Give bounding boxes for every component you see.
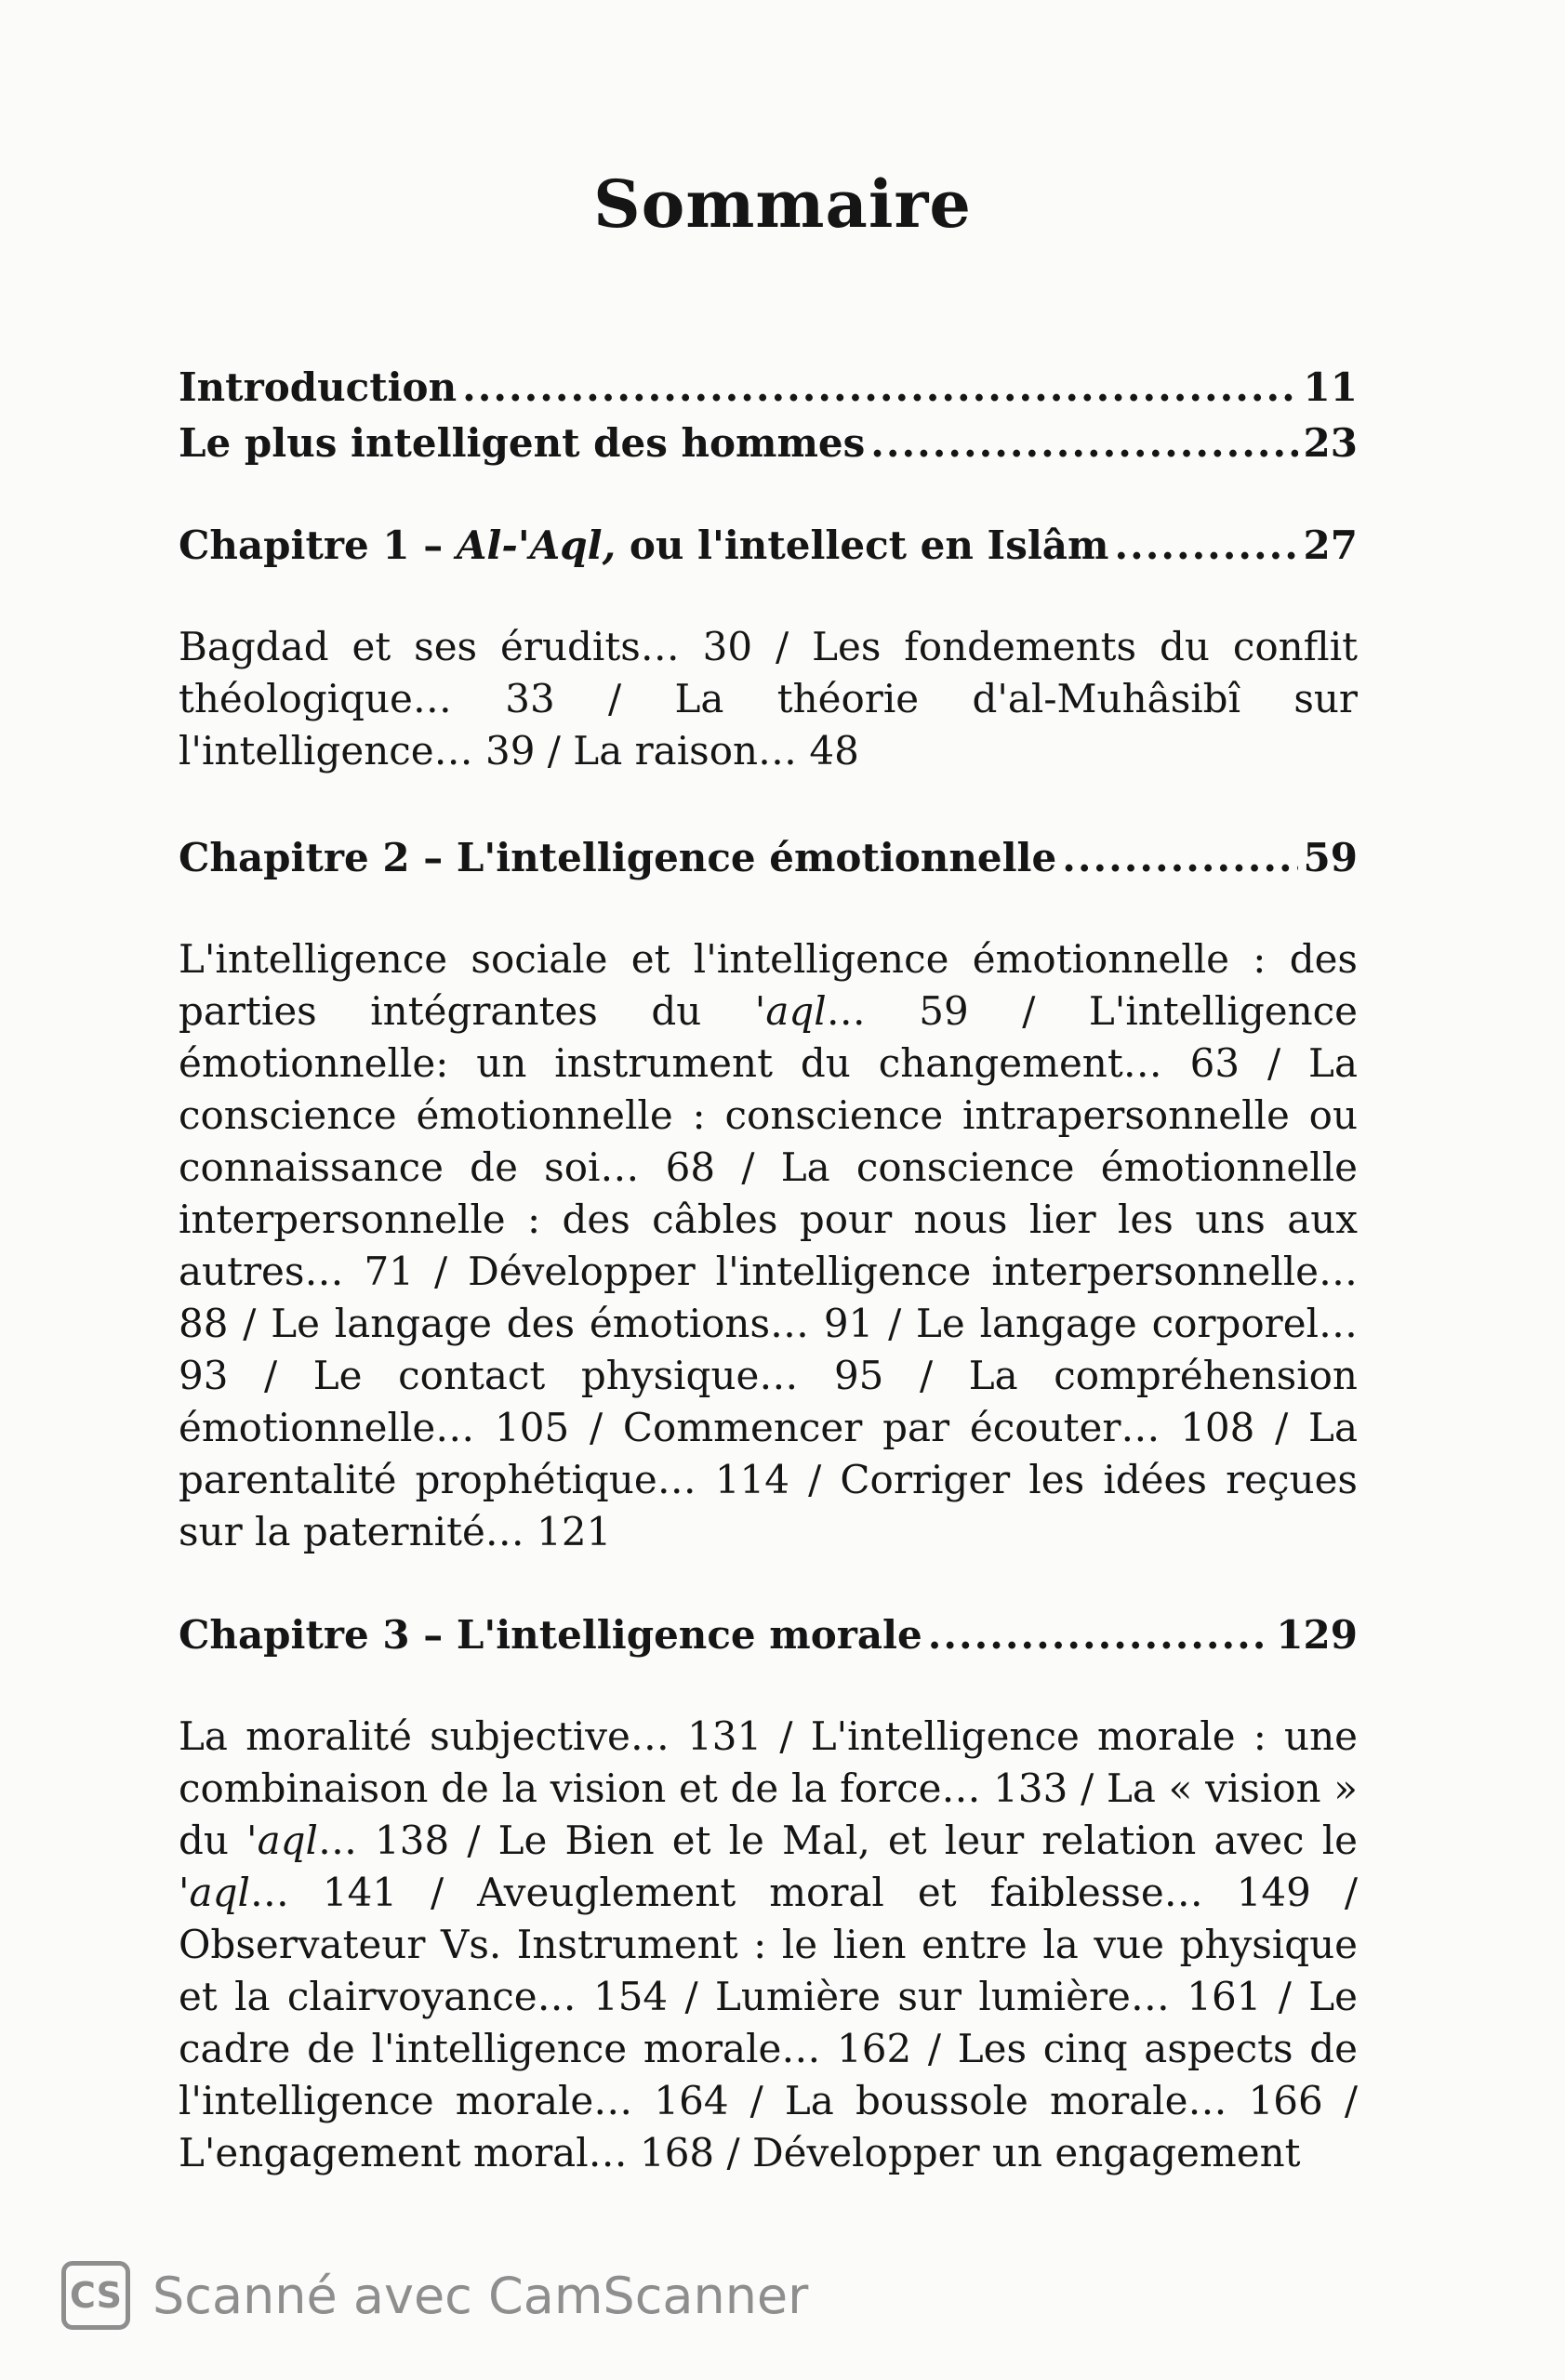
toc-entry-page: 59: [1303, 835, 1358, 880]
toc-entry-introduction: [179, 364, 1358, 410]
toc-entry-page: 23: [1303, 420, 1358, 466]
toc-entry-plus-intelligent: [179, 420, 1358, 466]
dot-leader: [462, 364, 1297, 410]
toc-entry-label: Chapitre 2 – L'intelligence émotionnelle: [179, 835, 1057, 880]
label-italic: Al-'Aql,: [456, 522, 617, 568]
toc-entry-label: [179, 522, 1108, 568]
camscanner-logo-icon: CS: [61, 2261, 130, 2330]
watermark-caption: Scanné avec CamScanner: [153, 2266, 809, 2325]
chapter-2-sections: [179, 933, 1358, 1558]
toc-entry-label: Introduction: [179, 364, 458, 410]
toc-entry-chapitre-1: [179, 522, 1358, 568]
toc-entry-chapitre-3: [179, 1612, 1358, 1658]
toc-entry-page: 27: [1303, 522, 1358, 568]
label-prefix: Chapitre 1 –: [179, 522, 457, 568]
text-italic: 'aql: [754, 988, 827, 1034]
toc-entry-page: 129: [1276, 1612, 1358, 1658]
text-run: … 141 / Aveuglement moral et faiblesse… 149 / Observateur Vs. Instrument : le lien entre la vue physique et la clairvoyance… 154 / Lumière sur lumière… 161 / Le cadre de l'intelligence morale… 162 / Les cinq aspects de l'intelligence morale… 164 / La boussole morale… 166 / L'engagement moral… 168 / Développer un engagement: [179, 1870, 1358, 2175]
text-italic: 'aql: [246, 1818, 318, 1863]
dot-leader: [928, 1612, 1271, 1658]
label-suffix: ou l'intellect en Islâm: [616, 522, 1109, 568]
toc-entry-chapitre-2: [179, 835, 1358, 880]
text-run: La moralité subjective… 131 / L'intelligence morale : une combinaison de la vision et de la force… 133 / La « vision » du: [179, 1713, 1358, 1863]
dot-leader: [1062, 835, 1297, 880]
page-title: Sommaire: [593, 165, 972, 243]
toc-entry-label: Le plus intelligent des hommes: [179, 420, 866, 466]
chapter-1-sections: Bagdad et ses érudits… 30 / Les fondements du conflit théologique… 33 / La théorie d'al-Muhâsibî sur l'intelligence… 39 / La raison… 48: [179, 624, 1358, 774]
text-run: L'intelligence sociale et l'intelligence émotionnelle : des parties intégrantes du: [179, 936, 1358, 1034]
dot-leader: [1114, 522, 1297, 568]
dot-leader: [870, 420, 1297, 466]
text-run: … 138 / Le Bien et le Mal, et leur relation avec le: [317, 1818, 1358, 1863]
chapter-3-sections: [179, 1711, 1358, 2179]
camscanner-watermark: [61, 2261, 808, 2330]
text-italic: 'aql: [179, 1870, 250, 1915]
toc-entry-page: 11: [1303, 364, 1358, 410]
text-run: … 59 / L'intelligence émotionnelle: un instrument du changement… 63 / La conscience émotionnelle : conscience intrapersonnelle ou connaissance de soi… 68 / La conscience émotionnelle interpersonnelle : des câbles pour nous lier les uns aux autres… 71 / Développer l'intelligence interpersonnelle… 88 / Le langage des émotions… 91 / Le langage corporel… 93 / Le contact physique… 95 / La compréhension émotionnelle… 105 / Commencer par écouter… 108 / La parentalité prophétique… 114 / Corriger les idées reçues sur la paternité… 121: [179, 988, 1358, 1554]
toc-entry-label: Chapitre 3 – L'intelligence morale: [179, 1612, 922, 1658]
